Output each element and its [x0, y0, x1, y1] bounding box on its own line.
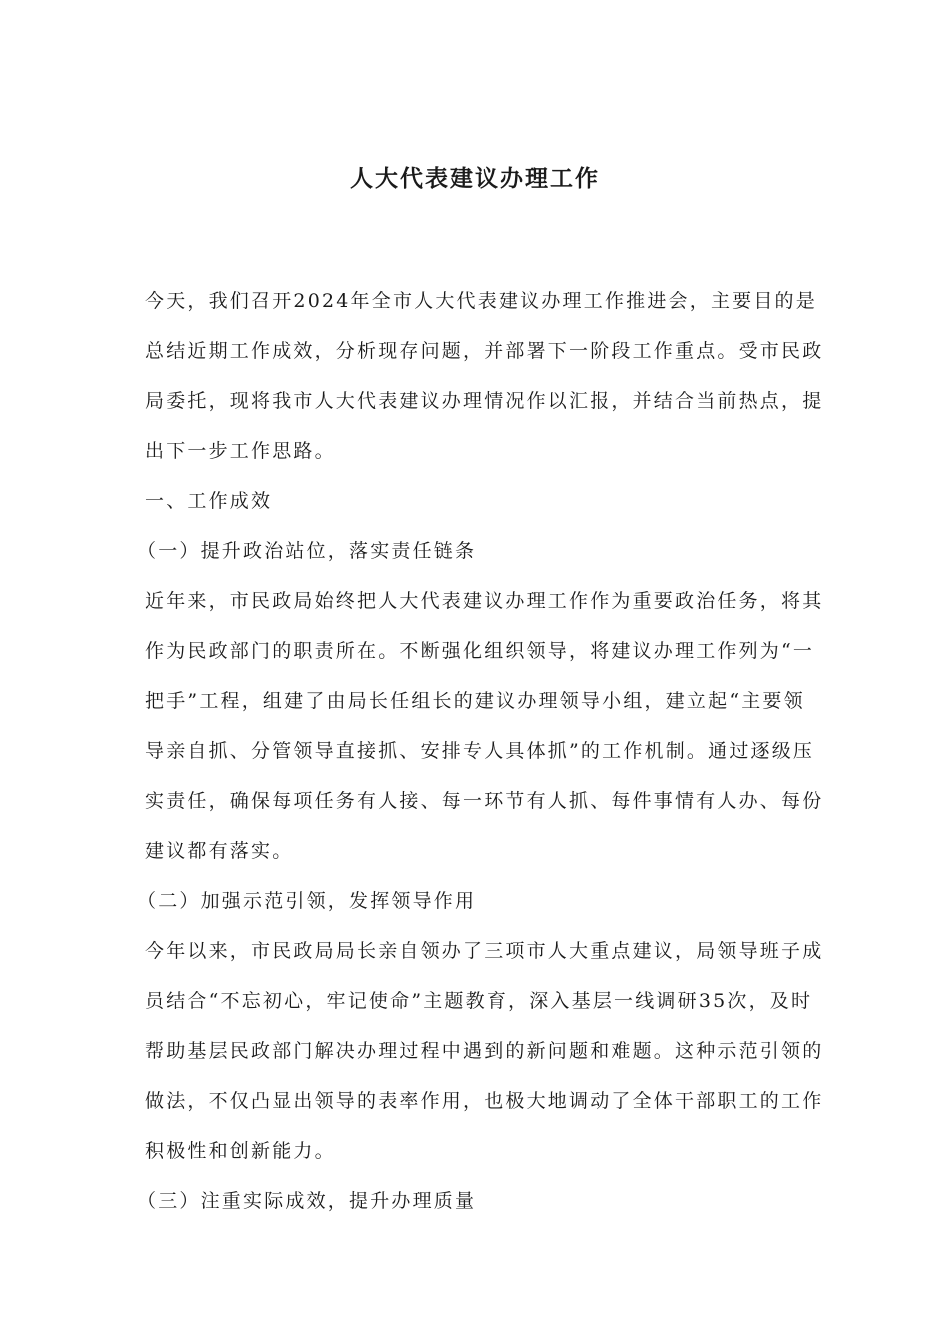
subsection-heading-1: （一）提升政治站位，落实责任链条: [137, 540, 477, 562]
subsection-heading-2: （二）加强示范引领，发挥领导作用: [137, 890, 477, 912]
document-body: [137, 276, 825, 1226]
subsection-heading-3: （三）注重实际成效，提升办理质量: [137, 1190, 477, 1212]
paragraph-subsection-2: 今年以来，市民政局局长亲自领办了三项市人大重点建议，局领导班子成员结合“不忘初心，牢记使命”主题教育，深入基层一线调研35次，及时帮助基层民政部门解决办理过程中遇到的新问题和难题。这种示范引领的做法，不仅凸显出领导的表率作用，也极大地调动了全体干部职工的工作积极性和创新能力。: [145, 940, 824, 1162]
paragraph-subsection-1: 近年来，市民政局始终把人大代表建议办理工作作为重要政治任务，将其作为民政部门的职责所在。不断强化组织领导，将建议办理工作列为“一把手”工程，组建了由局长任组长的建议办理领导小组，建立起“主要领导亲自抓、分管领导直接抓、安排专人具体抓”的工作机制。通过逐级压实责任，确保每项任务有人接、每一环节有人抓、每件事情有人办、每份建议都有落实。: [145, 590, 824, 862]
paragraph-intro: 今天，我们召开2024年全市人大代表建议办理工作推进会，主要目的是总结近期工作成效，分析现存问题，并部署下一阶段工作重点。受市民政局委托，现将我市人大代表建议办理情况作以汇报，并结合当前热点，提出下一步工作思路。: [145, 290, 824, 462]
section-heading-achievements: 一、工作成效: [145, 490, 273, 512]
document-title: 人大代表建议办理工作: [350, 165, 600, 192]
